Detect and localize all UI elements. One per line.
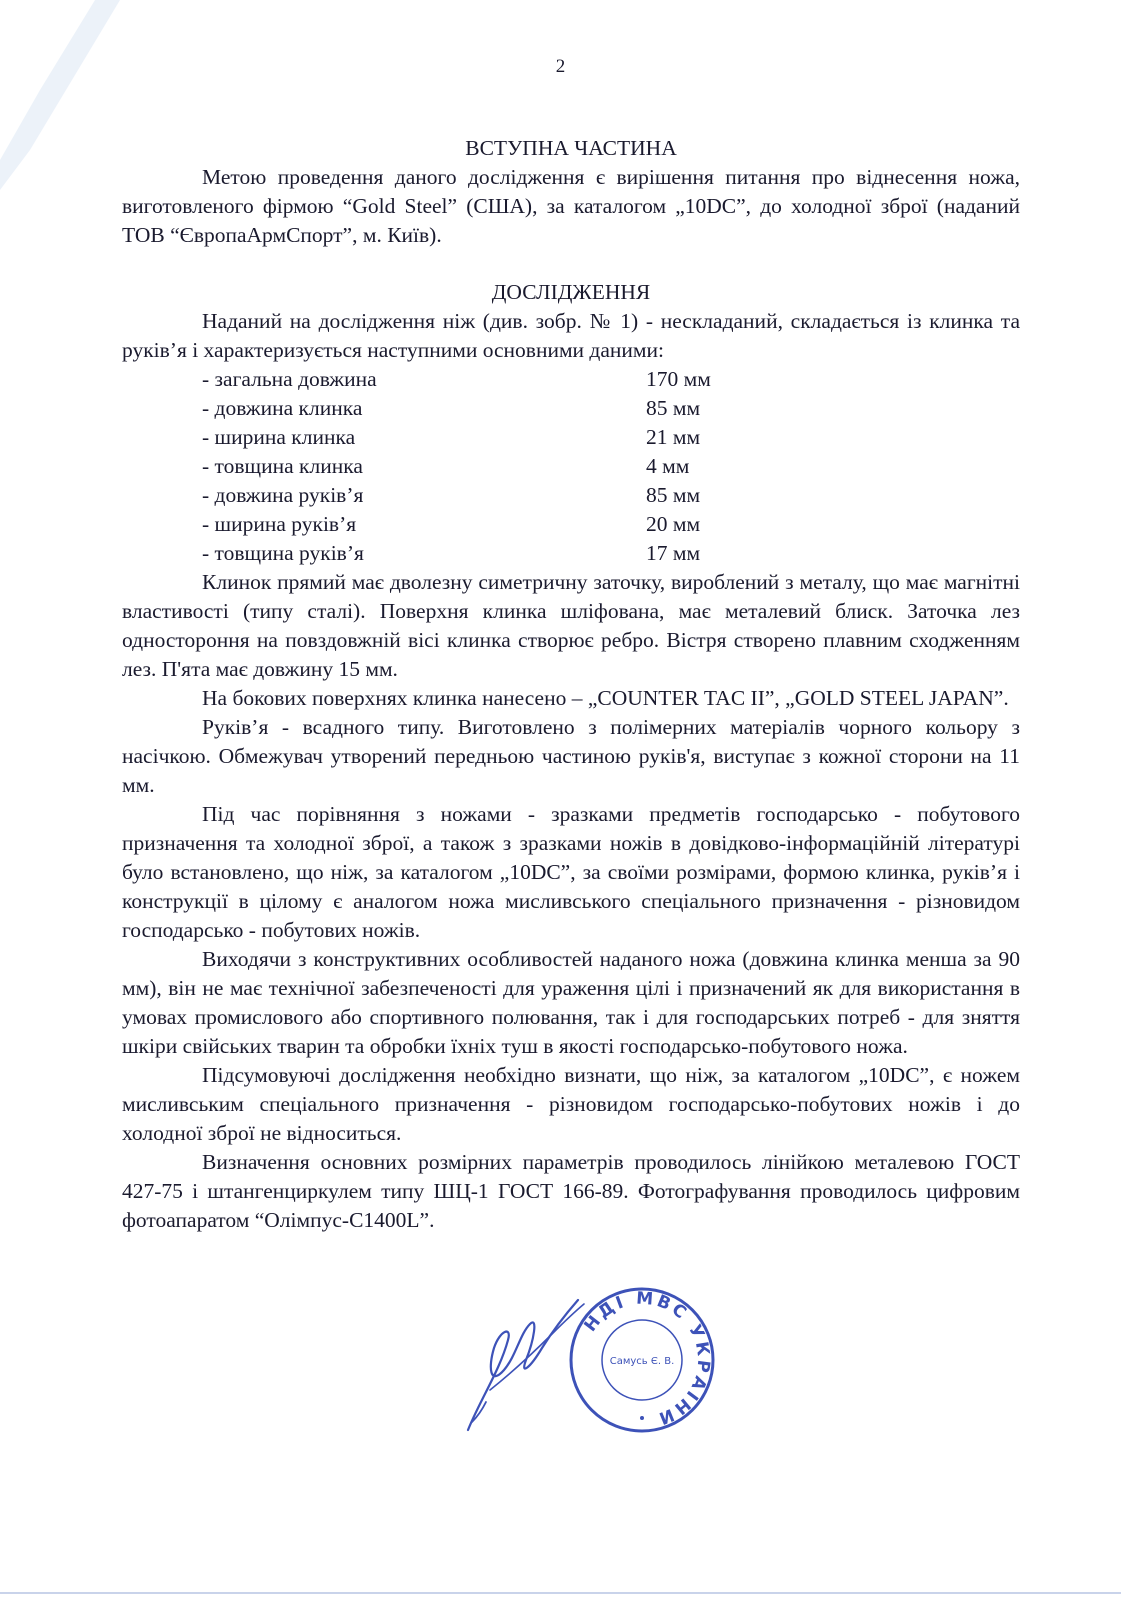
spec-row: [122, 394, 1020, 423]
spec-row: [122, 452, 1020, 481]
paragraph-blade: Клинок прямий має дволезну симетричну заточку, вироблений з металу, що має магнітні властивості (типу сталі). Поверхня клинка шліфована, має металевий блиск. Заточка лез одностороння на повздовжній вісі клинка створює ребро. Вістря створено плавним сходженням лез. П'ята має довжину 15 мм.: [122, 570, 1020, 681]
spec-value: 4 мм: [646, 454, 690, 478]
spec-label: - ширина клинка: [202, 425, 356, 449]
spec-label: - загальна довжина: [202, 367, 377, 391]
intro-heading: ВСТУПНА ЧАСТИНА: [465, 136, 677, 160]
page-number: 2: [555, 56, 566, 77]
spec-label: - товщина руків’я: [202, 541, 364, 565]
spec-value: 17 мм: [646, 541, 701, 565]
paragraph-conclusion: Підсумовуючі дослідження необхідно визнати, що ніж, за каталогом „10DC”, є ножем мисливським спеціального призначення - різновидом господарсько-побутових ножів і до холодної зброї не відноситься.: [122, 1063, 1020, 1145]
paragraph-markings: На бокових поверхнях клинка нанесено – „COUNTER TAC II”, „GOLD STEEL JAPAN”.: [202, 686, 1009, 710]
spec-value: 21 мм: [646, 425, 701, 449]
spec-row: [122, 510, 1020, 539]
stamp-ring-text: НДІ МВС УКРАЇНИ: [580, 1288, 714, 1430]
spec-value: 85 мм: [646, 483, 701, 507]
spec-value: 170 мм: [646, 367, 711, 391]
intro-paragraph: Метою проведення даного дослідження є вирішення питання про віднесення ножа, виготовленого фірмою “Gold Steel” (США), за каталогом „10DC”, до холодної зброї (наданий ТОВ “ЄвропаАрмСпорт”, м. Київ).: [122, 165, 1020, 247]
spec-row: [122, 539, 1020, 568]
research-intro-paragraph: Наданий на дослідження ніж (див. зобр. № 1) - нескладаний, складається із клинка та руків’я і характеризується наступними основними даними:: [122, 309, 1020, 362]
paragraph-purpose: Виходячи з конструктивних особливостей наданого ножа (довжина клинка менша за 90 мм), він не має технічної забезпеченості для ураження цілі і призначений як для використання в умовах промислового або спортивного полювання, так і для господарських потреб - для зняття шкіри свійських тварин та обробки їхніх туш в якості господарсько-побутового ножа.: [122, 947, 1020, 1058]
stamp-center-text: Самусь Є. В.: [609, 1356, 675, 1367]
scan-bottom-edge: [0, 1592, 1121, 1594]
spec-label: - ширина руків’я: [202, 512, 357, 536]
scan-edge-artifact: [0, 0, 120, 200]
paragraph-methods: Визначення основних розмірних параметрів проводилось лінійкою металевою ГОСТ 427-75 і штангенциркулем типу ШЦ-1 ГОСТ 166-89. Фотографування проводилось цифровим фотоапаратом “Олімпус-С1400L”.: [122, 1150, 1020, 1232]
spec-label: - довжина клинка: [202, 396, 363, 420]
specs-list: [122, 365, 1020, 568]
document-body: [122, 134, 1020, 1235]
paragraph-handle: Руків’я - всадного типу. Виготовлено з полімерних матеріалів чорного кольору з насічкою. Обмежувач утворений передньою частиною руків'я, виступає з кожної сторони на 11 мм.: [122, 715, 1020, 797]
official-stamp: [568, 1286, 716, 1434]
spec-label: - довжина руків’я: [202, 483, 364, 507]
spec-row: [122, 481, 1020, 510]
spec-value: 85 мм: [646, 396, 701, 420]
paragraph-comparison: Під час порівняння з ножами - зразками предметів господарсько - побутового призначення та холодної зброї, а також з зразками ножів в довідково-інформаційній літературі було встановлено, що ніж, за каталогом „10DC”, за своїми розмірами, формою клинка, руків’я і конструкції в цілому є аналогом ножа мисливського спеціального призначення - різновидом господарсько - побутових ножів.: [122, 802, 1020, 942]
spec-value: 20 мм: [646, 512, 701, 536]
spec-row: [122, 365, 1020, 394]
research-heading: ДОСЛІДЖЕННЯ: [491, 280, 651, 304]
spec-row: [122, 423, 1020, 452]
spec-label: - товщина клинка: [202, 454, 363, 478]
